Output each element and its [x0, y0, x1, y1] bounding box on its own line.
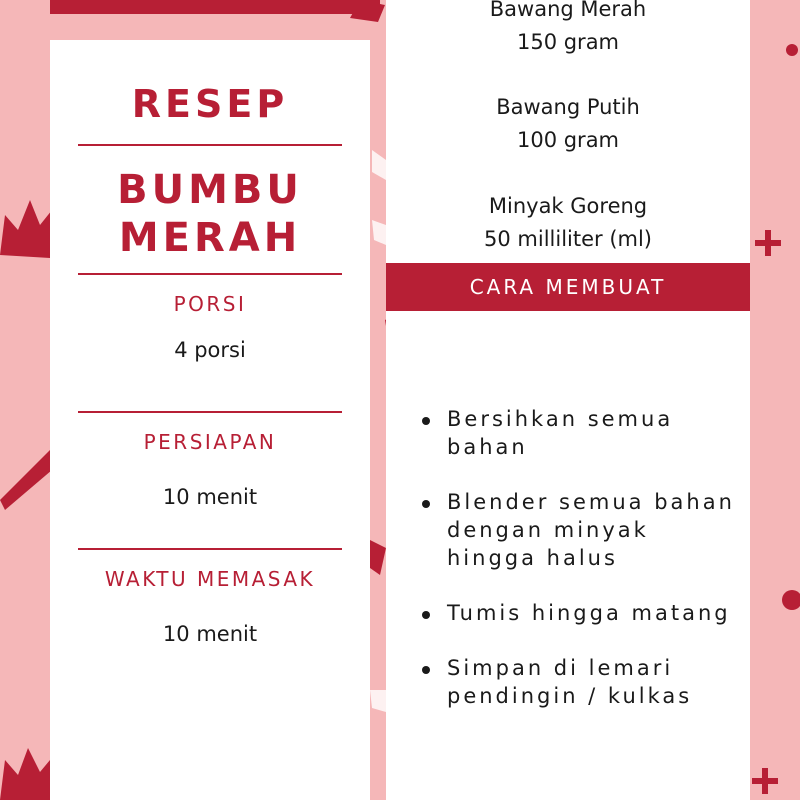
step-text: Blender semua bahan dengan minyak hingga halus [447, 490, 735, 570]
title-resep: RESEP [131, 82, 289, 126]
cara-membuat-heading: CARA MEMBUAT [386, 263, 750, 311]
persiapan-label: PERSIAPAN [143, 430, 277, 454]
list-item [420, 488, 740, 572]
info-divider-2 [78, 548, 342, 550]
waktu-memasak-value: 10 menit [162, 622, 258, 646]
bullet-icon [422, 666, 430, 674]
ingredient-amount: 50 milliliter (ml) [484, 227, 652, 251]
persiapan-value: 10 menit [162, 485, 258, 509]
title-bumbu: BUMBU [117, 167, 303, 213]
title-divider-top [78, 144, 342, 146]
waktu-memasak-label: WAKTU MEMASAK [104, 567, 316, 591]
step-text: Bersihkan semua bahan [447, 407, 674, 459]
list-item [420, 599, 740, 627]
ingredient-name: Minyak Goreng [488, 194, 648, 218]
step-text: Tumis hingga matang [447, 601, 731, 625]
method-steps-list [420, 405, 740, 737]
porsi-label: PORSI [173, 292, 247, 316]
ingredient-amount: 150 gram [516, 30, 620, 54]
recipe-info-panel [50, 40, 370, 800]
top-accent-bar [50, 0, 380, 14]
ingredient-amount: 100 gram [516, 128, 620, 152]
ingredient-item [386, 190, 750, 256]
list-item [420, 654, 740, 710]
title-divider-bottom [78, 273, 342, 275]
bullet-icon [422, 417, 430, 425]
ingredient-name: Bawang Merah [489, 0, 647, 21]
porsi-value: 4 porsi [174, 338, 246, 362]
bullet-icon [422, 611, 430, 619]
info-divider-1 [78, 411, 342, 413]
ingredient-item [386, 91, 750, 157]
ingredient-item [386, 0, 750, 59]
title-merah: MERAH [118, 215, 302, 261]
step-text: Simpan di lemari pendingin / kulkas [447, 656, 693, 708]
list-item [420, 405, 740, 461]
bullet-icon [422, 500, 430, 508]
ingredient-name: Bawang Putih [496, 95, 640, 119]
